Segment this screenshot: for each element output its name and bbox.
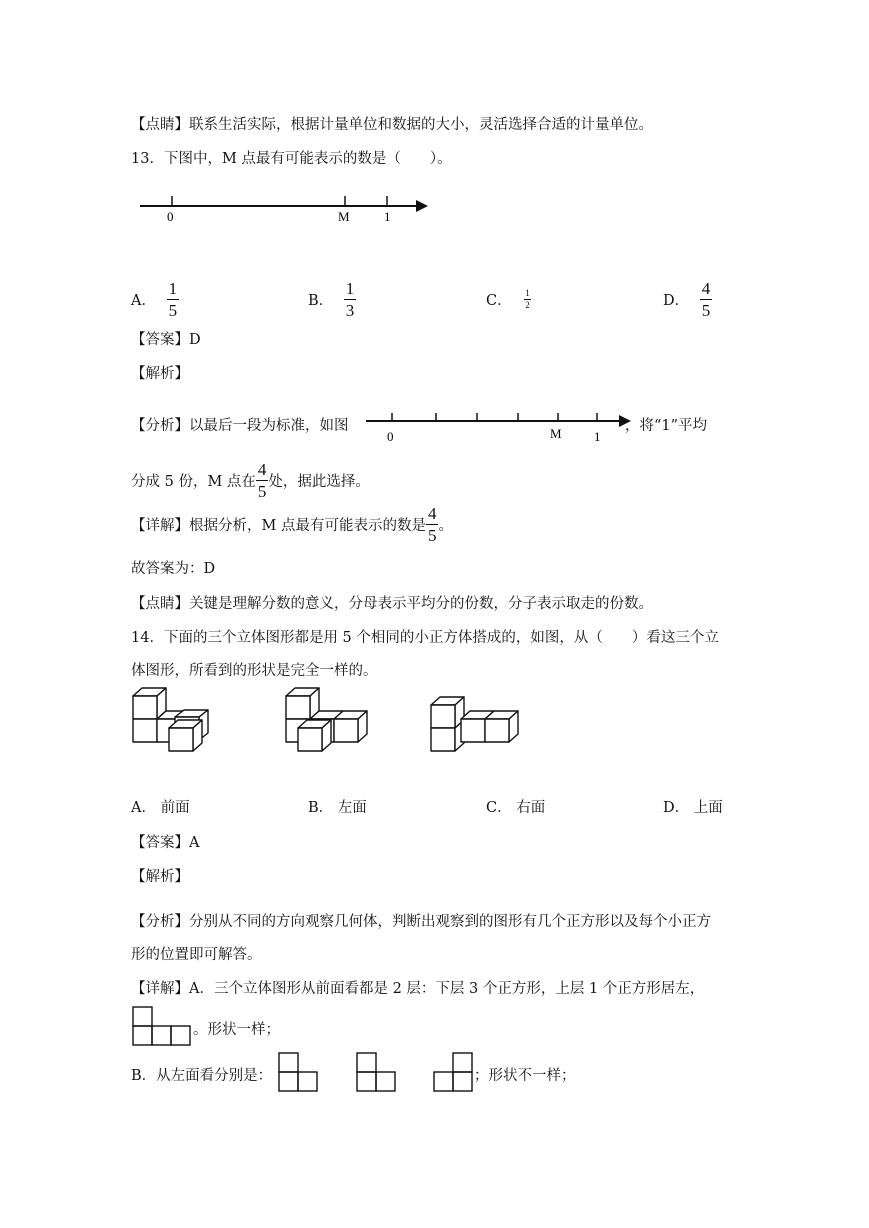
text-segment: 【详解】根据分析，M 点最有可能表示的数是 — [131, 518, 426, 534]
numerator: 4 — [257, 460, 267, 479]
numberline-m-label: M — [550, 426, 562, 441]
q14-title-line1: 14．下面的三个立体图形都是用 5 个相同的小正方体搭成的，如图，从（ ）看这三个立 — [131, 630, 719, 646]
option-label: B． — [308, 293, 334, 309]
q14-detail-line2-post: 。形状一样； — [193, 1022, 280, 1038]
option-text: 左面 — [337, 800, 367, 816]
q14-detail-line1: 【详解】A．三个立体图形从前面看都是 2 层：下层 3 个正方形，上层 1 个正方形居左， — [131, 981, 705, 997]
left-view-shape-2 — [357, 1053, 395, 1091]
numberline-zero-label: 0 — [387, 429, 394, 444]
q13-analysis-post: ，将“1”平均 — [625, 418, 708, 434]
option-label: D． — [663, 293, 690, 309]
q14-detail-b-pre: B．从左面看分别是： — [131, 1068, 273, 1084]
option-text: 右面 — [516, 800, 546, 816]
numerator: 1 — [345, 279, 355, 298]
text-segment: 分成 5 份，M 点在 — [131, 474, 256, 490]
q13-title: 13．下图中，M 点最有可能表示的数是（ ）。 — [131, 151, 452, 167]
left-view-shape-3 — [434, 1053, 472, 1091]
numberline-zero-label: 0 — [167, 209, 174, 224]
q13-answer: 【答案】D — [131, 332, 201, 348]
q14-title-line2: 体图形，所看到的形状是完全一样的。 — [131, 663, 378, 679]
option-label: D． — [663, 800, 690, 816]
text-segment: 处，据此选择。 — [268, 474, 370, 490]
numerator: 1 — [525, 288, 530, 298]
option-text: 上面 — [693, 800, 723, 816]
numberline-one-label: 1 — [594, 429, 601, 444]
q14-detail-b-post: ；形状不一样； — [474, 1068, 576, 1084]
q13-analysis-pre: 【分析】以最后一段为标准，如图 — [131, 418, 349, 434]
q14-analysis-line1: 【分析】分别从不同的方向观察几何体，判断出观察到的图形有几个正方形以及每个小正方 — [131, 914, 711, 930]
denominator: 5 — [701, 301, 711, 320]
option-label: A． — [131, 293, 156, 309]
numberline-m-label: M — [338, 209, 350, 224]
option-label: B． — [308, 800, 334, 816]
numberline-one-label: 1 — [384, 209, 391, 224]
numerator: 1 — [168, 279, 178, 298]
numerator: 4 — [701, 279, 711, 298]
denominator: 3 — [345, 301, 355, 320]
numerator: 4 — [427, 504, 437, 523]
option-label: A． — [131, 800, 156, 816]
dianjing-previous: 【点睛】联系生活实际，根据计量单位和数据的大小，灵活选择合适的计量单位。 — [131, 117, 653, 133]
option-label: C． — [486, 800, 512, 816]
denominator: 5 — [427, 526, 437, 545]
denominator: 5 — [257, 482, 267, 501]
denominator: 2 — [525, 300, 530, 310]
q13-jiexi: 【解析】 — [131, 366, 189, 382]
option-text: 前面 — [160, 800, 190, 816]
option-label: C． — [486, 293, 512, 309]
q13-dianjing: 【点睛】关键是理解分数的意义，分母表示平均分的份数，分子表示取走的份数。 — [131, 596, 653, 612]
q14-analysis-line2: 形的位置即可解答。 — [131, 947, 262, 963]
text-segment: 。 — [438, 518, 453, 534]
q14-answer: 【答案】A — [131, 835, 200, 851]
q13-conclusion: 故答案为：D — [131, 561, 216, 577]
left-view-shape-1 — [279, 1053, 317, 1091]
denominator: 5 — [168, 301, 178, 320]
q14-jiexi: 【解析】 — [131, 869, 189, 885]
